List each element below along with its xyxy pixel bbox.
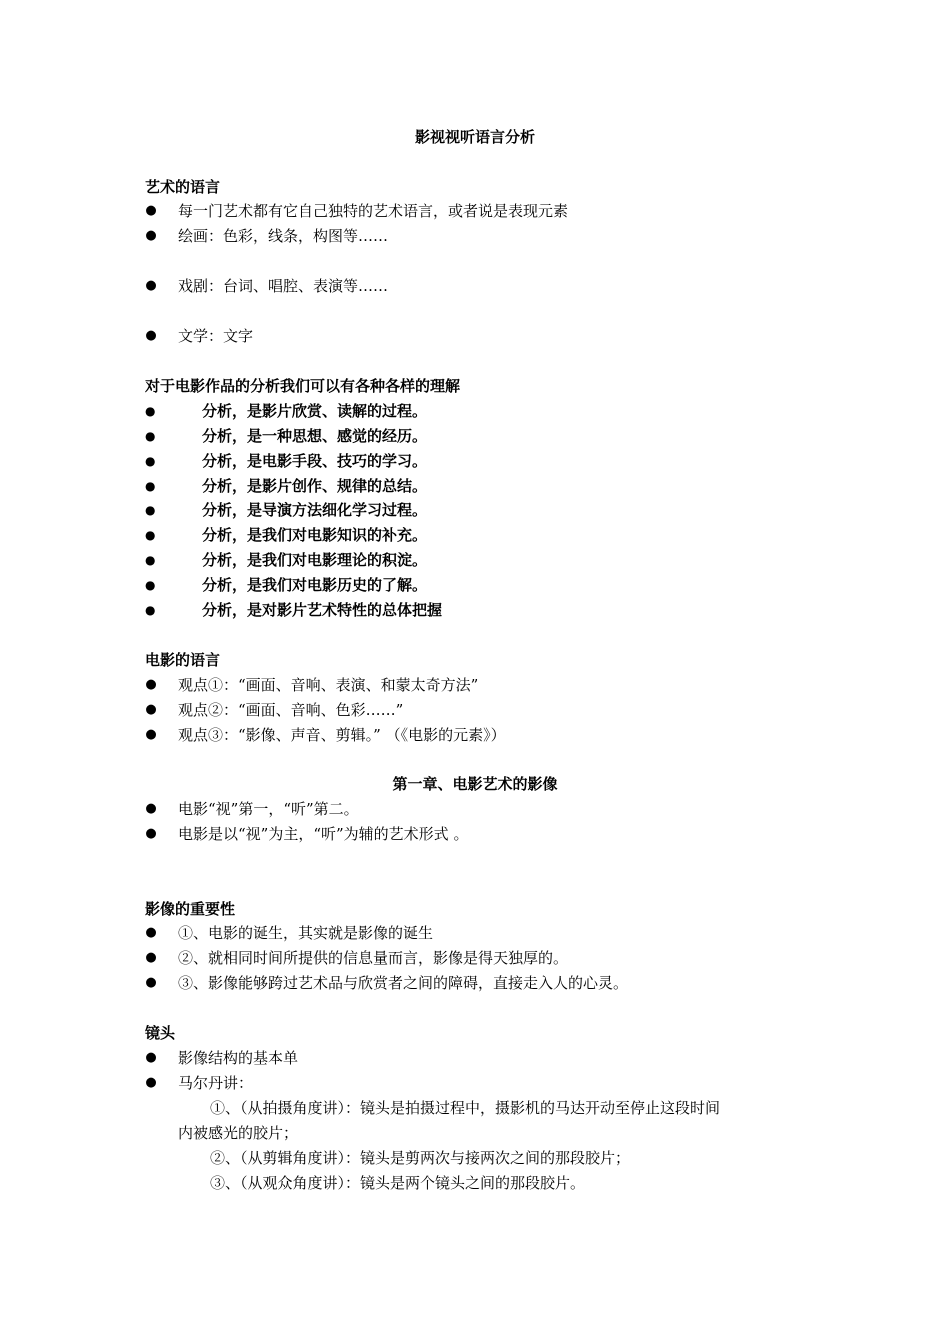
- list-item: 分析，是影片创作、规律的总结。: [202, 477, 428, 495]
- definition-line: ①、（从拍摄角度讲）：镜头是拍摄过程中，摄影机的马达开动至停止这段时间: [210, 1099, 721, 1117]
- list-item: 分析，是导演方法细化学习过程。: [202, 501, 428, 519]
- list-item: 观点①：“画面、音响、表演、和蒙太奇方法”: [178, 676, 479, 694]
- definition-line: ②、（从剪辑角度讲）：镜头是剪两次与接两次之间的那段胶片；: [210, 1149, 631, 1167]
- list-item: 戏剧：台词、唱腔、表演等……: [178, 277, 389, 295]
- bullet-icon: ●: [145, 454, 156, 468]
- list-item: 电影“视”第一，“听”第二。: [178, 800, 359, 818]
- bullet-icon: ●: [145, 479, 156, 493]
- bullet-icon: ●: [145, 727, 157, 742]
- bullet-icon: ●: [145, 826, 157, 841]
- list-item: ③、影像能够跨过艺术品与欣赏者之间的障碍，直接走入人的心灵。: [178, 974, 629, 992]
- bullet-icon: ●: [145, 553, 156, 567]
- list-item: 分析，是影片欣赏、读解的过程。: [202, 402, 428, 420]
- bullet-icon: ●: [145, 1075, 157, 1090]
- list-item: 分析，是我们对电影理论的积淀。: [202, 551, 428, 569]
- list-item: 分析，是电影手段、技巧的学习。: [202, 452, 428, 470]
- list-item: 分析，是我们对电影历史的了解。: [202, 576, 428, 594]
- list-item: 马尔丹讲：: [178, 1074, 254, 1092]
- list-item: 文学：文字: [178, 327, 254, 345]
- bullet-icon: ●: [145, 603, 156, 617]
- bullet-icon: ●: [145, 925, 157, 940]
- bullet-icon: ●: [145, 578, 156, 592]
- section-heading-image-importance: 影像的重要性: [145, 900, 236, 918]
- bullet-icon: ●: [145, 503, 156, 517]
- list-item: 分析，是我们对电影知识的补充。: [202, 526, 428, 544]
- bullet-icon: ●: [145, 801, 157, 816]
- section-heading-art-language: 艺术的语言: [145, 178, 221, 196]
- bullet-icon: ●: [145, 203, 157, 218]
- section-heading-film-language: 电影的语言: [145, 651, 221, 669]
- list-item: 每一门艺术都有它自己独特的艺术语言，或者说是表现元素: [178, 202, 569, 220]
- bullet-icon: ●: [145, 228, 157, 243]
- section-heading-shot: 镜头: [145, 1024, 176, 1042]
- bullet-icon: ●: [145, 429, 156, 443]
- bullet-icon: ●: [145, 278, 157, 293]
- list-item: ①、电影的诞生，其实就是影像的诞生: [178, 924, 434, 942]
- definition-line: ③、（从观众角度讲）：镜头是两个镜头之间的那段胶片。: [210, 1174, 586, 1192]
- bullet-icon: ●: [145, 528, 156, 542]
- list-item: ②、就相同时间所提供的信息量而言，影像是得天独厚的。: [178, 949, 569, 967]
- definition-line: 内被感光的胶片；: [178, 1124, 299, 1142]
- section-heading-film-analysis: 对于电影作品的分析我们可以有各种各样的理解: [145, 377, 461, 395]
- list-item: 分析，是一种思想、感觉的经历。: [202, 427, 428, 445]
- bullet-icon: ●: [145, 677, 157, 692]
- list-item: 观点③：“影像、声音、剪辑。” （《电影的元素》）: [178, 726, 506, 744]
- list-item: 分析，是对影片艺术特性的总体把握: [202, 601, 443, 619]
- list-item: 电影是以“视”为主，“听”为辅的艺术形式 。: [178, 825, 469, 843]
- chapter-title: 第一章、电影艺术的影像: [392, 775, 558, 793]
- bullet-icon: ●: [145, 950, 157, 965]
- bullet-icon: ●: [145, 702, 157, 717]
- bullet-icon: ●: [145, 404, 156, 418]
- bullet-icon: ●: [145, 975, 157, 990]
- list-item: 影像结构的基本单: [178, 1049, 299, 1067]
- list-item: 绘画：色彩，线条，构图等……: [178, 227, 389, 245]
- list-item: 观点②：“画面、音响、色彩……”: [178, 701, 404, 719]
- document-title: 影视视听语言分析: [414, 128, 535, 146]
- bullet-icon: ●: [145, 1050, 157, 1065]
- bullet-icon: ●: [145, 328, 157, 343]
